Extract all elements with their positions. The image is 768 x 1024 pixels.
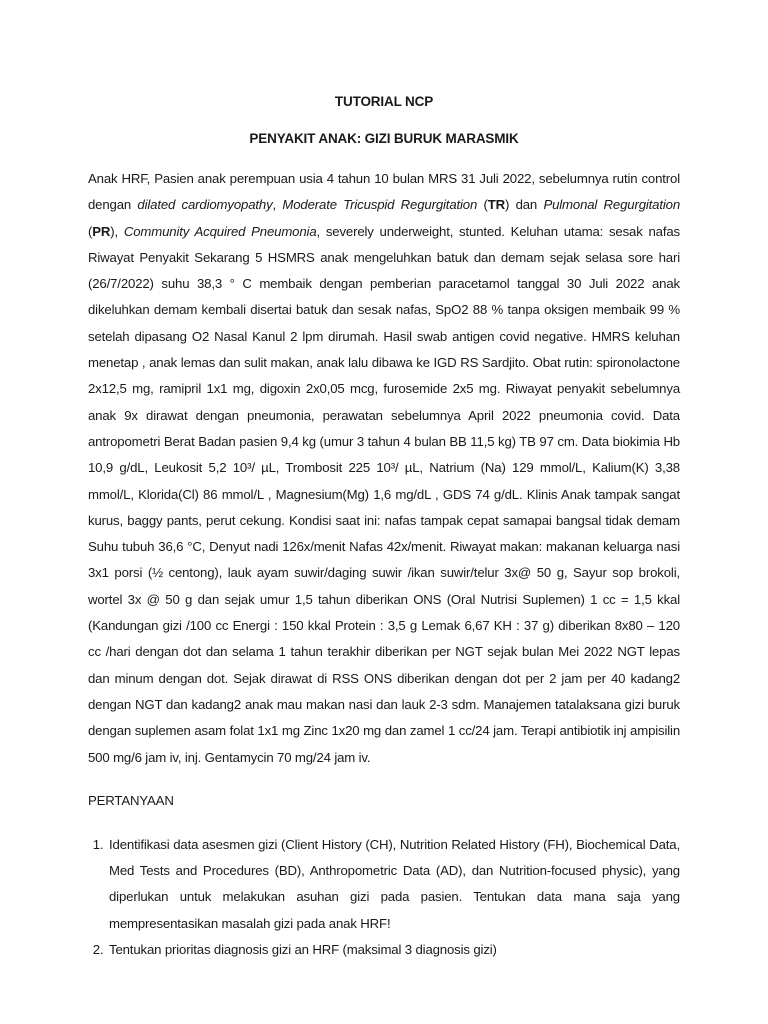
case-text-1: Anak HRF, Pasien anak perempuan usia 4 tahun 10 bulan MRS 31 Juli 2022, sebelumnya rutin control dengan bbox=[88, 171, 680, 213]
case-text-3: ( bbox=[477, 197, 488, 213]
document-title: TUTORIAL NCP bbox=[334, 94, 434, 109]
term-tricuspid-regurgitation: Moderate Tricuspid Regurgitation bbox=[282, 197, 478, 213]
document-subtitle: PENYAKIT ANAK: GIZI BURUK MARASMIK bbox=[249, 131, 519, 146]
case-text-5: ( bbox=[88, 223, 93, 239]
case-text-2: , bbox=[272, 197, 283, 213]
case-text-7: , severely underweight, stunted. Keluhan utama: sesak nafas Riwayat Penyakit Sekarang 5 HSMRS anak mengeluhkan batuk dan demam sejak selasa sore hari (26/7/2022) suhu 38,3 ° C membaik dengan pemberian paracetamol tanggal 30 Juli 2022 anak dikeluhkan demam kembali disertai batuk dan sesak nafas, SpO2 88 % tanpa oksigen membaik 99 % setelah dipasang O2 Nasal Kanul 2 lpm dirumah. Hasil swab antigen covid negative. HMRS keluhan menetap , anak lemas dan sulit makan, anak lalu dibawa ke IGD RS Sardjito. Obat rutin: spironolactone 2x12,5 mg, ramipril 1x1 mg, digoxin 2x0,05 mcg, furosemide 2x5 mg. Riwayat penyakit sebelumnya anak 9x dirawat dengan pneumonia, perawatan sebelumnya April 2022 pneumonia covid. Data antropometri Berat Badan pasien 9,4 kg (umur 3 tahun 4 bulan BB 11,5 kg) TB 97 cm. Data biokimia Hb 10,9 g/dL, Leukosit 5,2 10³/ µL, Trombosit 225 10³/ µL, Natrium (Na) 129 mmol/L, Kalium(K) 3,38 mmol/L, Klorida(Cl) 86 mmol/L , Magnesium(Mg) 1,6 mg/dL , GDS 74 g/dL. Klinis Anak tampak sangat kurus, baggy pants, perut cekung. Kondisi saat ini: nafas tampak cepat samapai bangsal tidak demam Suhu tubuh 36,6 °C, Denyut nadi 126x/menit Nafas 42x/menit. Riwayat makan: makanan keluarga nasi 3x1 porsi (½ centong), lauk ayam suwir/daging suwir /ikan suwir/telur 3x@ 50 g, Sayur sop brokoli, wortel 3x @ 50 g dan sejak umur 1,5 tahun diberikan ONS (Oral Nutrisi Suplemen) 1 cc = 1,5 kkal (Kandungan gizi /100 cc Energi : 150 kkal Protein : 3,5 g Lemak 6,67 KH : 37 g) diberikan 8x80 – 120 cc /hari dengan dot dan selama 1 tahun terakhir diberikan per NGT sejak bulan Mei 2022 NGT lepas dan minum dengan dot. Sejak dirawat di RSS ONS diberikan dengan dot per 2 jam per 40 kadang2 dengan NGT dan kadang2 anak mau makan nasi dan lauk 2-3 sdm. Manajemen tatalaksana gizi buruk dengan suplemen asam folat 1x1 mg Zinc 1x20 mg dan zamel 1 cc/24 jam. Terapi antibiotik inj ampisilin 500 mg/6 jam iv, inj. Gentamycin 70 mg/24 jam iv. bbox=[88, 223, 680, 765]
term-dilated-cardiomyopathy: dilated cardiomyopathy bbox=[137, 197, 273, 213]
questions-heading: PERTANYAAN bbox=[88, 792, 174, 808]
question-item: 1. Identifikasi data asesmen gizi (Client History (CH), Nutrition Related History (FH), Biochemical Data, Med Tests and Procedures (BD), Anthropometric Data (AD), dan Nutrition-focused physic), yang diperlukan untuk melakukan asuhan gizi pada pasien. Tentukan data mana saja yang mempresentasikan masalah gizi pada anak HRF! bbox=[107, 832, 680, 937]
abbr-pr: PR bbox=[92, 223, 111, 239]
case-text-4: ) dan bbox=[505, 197, 544, 213]
abbr-tr: TR bbox=[487, 197, 506, 213]
question-item: 2. Tentukan prioritas diagnosis gizi an HRF (maksimal 3 diagnosis gizi) bbox=[107, 937, 680, 963]
questions-list bbox=[88, 832, 680, 963]
term-community-acquired-pneumonia: Community Acquired Pneumonia bbox=[123, 223, 317, 239]
case-description bbox=[88, 166, 680, 771]
case-text-6: ), bbox=[110, 223, 124, 239]
term-pulmonal-regurgitation: Pulmonal Regurgitation bbox=[543, 197, 681, 213]
